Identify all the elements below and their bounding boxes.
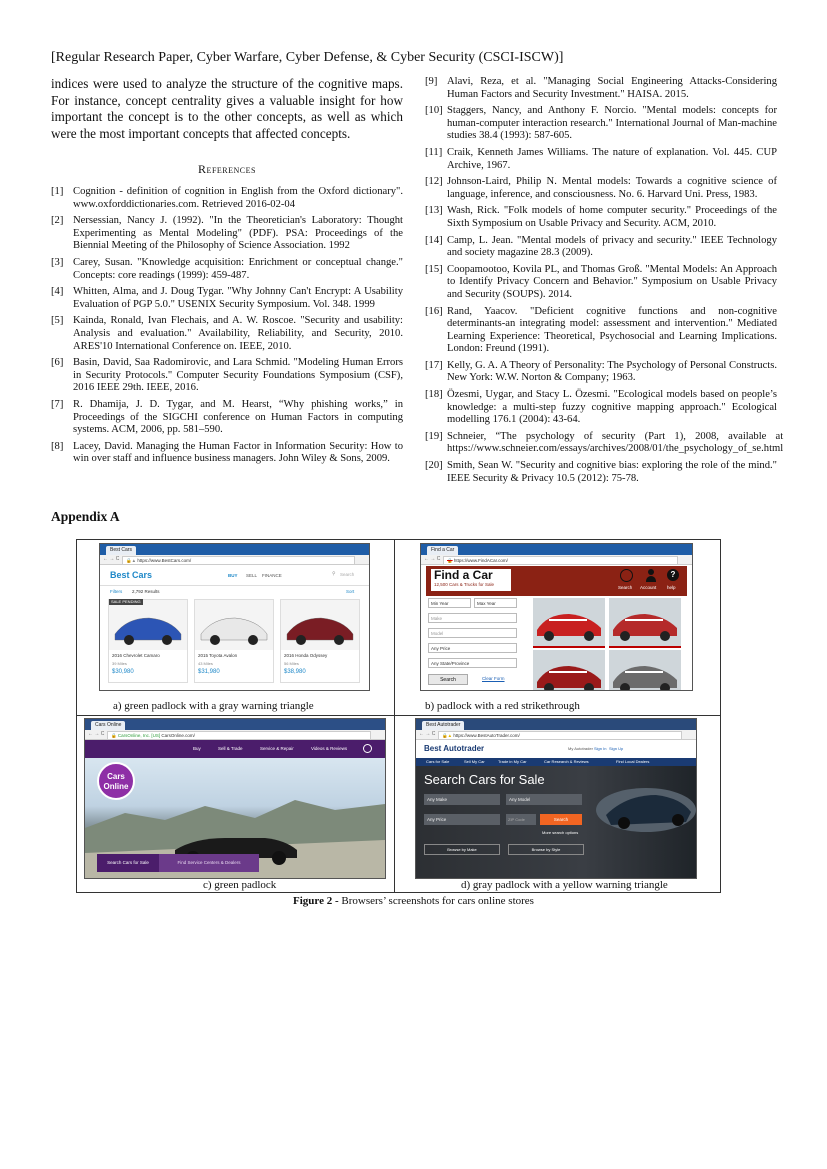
reference-text: Özesmi, Uygar, and Stacy L. Özesmi. "Ecological models based on people’s knowledge: a multi-step fuzzy cognitive mapping approach." Ecological modelling 176.1 (2004): 43-64. [447, 389, 777, 426]
reference-item [425, 430, 784, 456]
reference-number: [12] [425, 176, 443, 188]
reference-number: [10] [425, 105, 443, 117]
reference-number: [4] [51, 286, 64, 298]
search-icon[interactable] [620, 569, 633, 582]
results-count: 2,792 Results [132, 589, 160, 594]
struck-padlock-icon: 🔒 [447, 558, 453, 563]
reference-number: [19] [425, 430, 443, 442]
references-heading: References [198, 162, 256, 176]
reference-text: Nersessian, Nancy J. (1992). "In the Theoretician's Laboratory: Thought Experimenting as Mental Modeling" (PDF). PSA: Proceedings of the Biennial Meeting of the Philosophy of Science Association. 1992 [73, 215, 403, 252]
car-card[interactable] [194, 599, 274, 683]
figure-divider-horizontal [77, 715, 720, 716]
browser-tab[interactable]: Cars Online [91, 721, 125, 730]
reference-item [425, 105, 777, 143]
reference-item [51, 215, 403, 253]
url-bar[interactable]: 🔒▲ https://www.BestAutoTrader.com/ [438, 731, 682, 740]
reference-number: [17] [425, 359, 443, 371]
hero-car-image [586, 770, 696, 840]
nav-arrows-icon[interactable]: ← → C [103, 556, 120, 562]
reference-number: [2] [51, 215, 64, 227]
reference-item [425, 460, 777, 485]
reference-item [51, 286, 403, 311]
search-icon[interactable]: ⚲ [332, 571, 336, 577]
reference-number: [13] [425, 205, 443, 217]
site-logo[interactable]: Best Cars [110, 570, 153, 580]
zip-code-input[interactable]: ZIP Code [506, 814, 536, 825]
screenshot-best-cars [99, 543, 370, 691]
car-name: 2015 Toyota Avalon [198, 653, 238, 658]
search-link[interactable]: Search [618, 585, 633, 590]
form-field[interactable]: Min Year [428, 598, 471, 608]
reference-item [425, 235, 777, 260]
nav-sell[interactable]: SELL [246, 573, 258, 578]
browse-button[interactable]: Browse by Style [508, 844, 584, 855]
reference-number: [6] [51, 357, 64, 369]
form-field[interactable]: Any Price [424, 814, 500, 825]
reference-text: Kainda, Ronald, Ivan Flechais, and A. W. Roscoe. "Security and usability: Analysis and evaluation." Availability, Reliability, and Security, 2010. ARES'10 International Conference on. IEEE, 2010. [73, 315, 403, 352]
reference-number: [1] [51, 186, 64, 197]
right-column [425, 76, 784, 489]
reference-text: Lacey, David. Managing the Human Factor in Information Security: How to win over staff and influence business managers. John Wiley & Sons, 2009. [73, 440, 403, 465]
nav-sell-trade[interactable]: Sell & Trade [218, 746, 243, 751]
form-field[interactable]: Any Price [428, 643, 517, 653]
search-input[interactable]: Search [340, 572, 355, 577]
sign-up-link[interactable]: Sign Up [609, 746, 624, 751]
reference-item [51, 399, 403, 437]
form-field[interactable]: Any Model [506, 794, 582, 805]
warning-triangle-icon: ▲ [131, 558, 137, 563]
reference-number: [14] [425, 234, 443, 246]
reference-number: [9] [425, 76, 438, 87]
search-button[interactable]: Search [540, 814, 582, 825]
car-price: $30,980 [112, 669, 134, 675]
reference-number: [18] [425, 389, 443, 401]
reference-item [425, 264, 777, 302]
reference-number: [5] [51, 315, 64, 327]
reference-text: Whitten, Alma, and J. Doug Tygar. "Why Johnny Can't Encrypt: A Usability Evaluation of PGP 5.0." USENIX Security Symposium. Vol. 348. 1999 [73, 286, 403, 310]
car-card[interactable] [108, 599, 188, 683]
search-cars-button[interactable]: Search Cars for Sale [97, 854, 159, 872]
screenshot-best-autotrader [415, 718, 697, 879]
screenshot-cars-online [84, 718, 386, 879]
car-photo[interactable] [533, 598, 605, 648]
appendix-title: Appendix A [51, 509, 120, 524]
hero-headline: Search Cars for Sale [424, 772, 545, 787]
nav-item[interactable]: Sell My Car [464, 759, 485, 764]
nav-arrows-icon[interactable]: ← → C [419, 731, 436, 737]
reference-item [51, 315, 403, 353]
help-link[interactable]: help [667, 585, 676, 590]
car-card[interactable] [280, 599, 360, 683]
gray-padlock-icon: 🔒 [442, 733, 448, 738]
browser-tab[interactable]: Best Cars [106, 546, 136, 555]
car-photo-grid [533, 598, 685, 690]
car-price: $31,980 [198, 669, 220, 675]
reference-text: R. Dhamija, J. D. Tygar, and M. Hearst, “Why phishing works,” in Proceedings of the SIGCHI conference on Human Factors in computing systems. ACM, 2006, pp. 581–590. [73, 398, 403, 436]
reference-item [425, 176, 777, 201]
reference-text: Basin, David, Saa Radomirovic, and Lara Schmid. "Modeling Human Errors in Security Protocols." Computer Security Foundations Symposium (CSF), 2016 IEEE 29th. IEEE, 2016. [73, 357, 403, 394]
site-logo[interactable]: Best Autotrader [424, 744, 485, 753]
reference-number: [16] [425, 305, 443, 317]
car-photo[interactable] [281, 600, 359, 650]
reference-text: Rand, Yaacov. "Deficient cognitive functions and non-cognitive determinants-an integrating model: assessment and intervention." Mediated Learning Experience: Theoretical, Psychosocial and Learning Implications. London: Freund (1991). [447, 305, 777, 355]
sort-button[interactable]: Sort [346, 589, 355, 594]
nav-finance[interactable]: FINANCE [262, 573, 282, 578]
reference-item [425, 205, 777, 230]
car-miles: 43 Miles [198, 661, 213, 666]
reference-text: Smith, Sean W. "Security and cognitive bias: exploring the role of the mind." IEEE Security & Privacy 10.5 (2012): 75-78. [447, 460, 777, 484]
site-logo[interactable]: Find a Car [434, 568, 493, 582]
reference-item [425, 76, 777, 101]
car-photo[interactable] [609, 650, 681, 691]
site-header [426, 566, 687, 596]
references-list-left [51, 186, 403, 466]
account-icon[interactable] [645, 569, 656, 582]
nav-item[interactable]: Car Research & Reviews [544, 759, 589, 764]
reference-item [425, 389, 777, 427]
reference-number: [3] [51, 256, 64, 268]
site-nav-bar [416, 758, 696, 766]
screenshot-find-a-car [420, 543, 693, 691]
car-miles: 39 Miles [112, 661, 127, 666]
my-autotrader-link[interactable]: My Autotrader [568, 746, 593, 751]
form-field[interactable]: Make [428, 613, 517, 623]
car-photo[interactable] [609, 598, 681, 648]
hero-panel [416, 766, 696, 878]
form-field[interactable]: Any Make [424, 794, 500, 805]
running-header: [Regular Research Paper, Cyber Warfare, Cyber Defense, & Cyber Security (CSCI-ISCW)] [51, 50, 564, 65]
url-bar[interactable]: 🔒 CarsOnline, Inc. [US] CarsOnline.com/ [107, 731, 371, 740]
find-service-button[interactable]: Find Service Centers & Dealers [159, 854, 259, 872]
green-padlock-icon: 🔒 [126, 558, 132, 563]
reference-item [425, 306, 777, 356]
nav-videos-reviews[interactable]: Videos & Reviews [311, 746, 348, 751]
nav-item[interactable]: Trade in My Car [498, 759, 527, 764]
car-name: 2016 Honda Odyssey [284, 653, 328, 658]
reference-number: [7] [51, 398, 64, 410]
more-search-options-link[interactable]: More search options [542, 830, 579, 835]
reference-item [425, 147, 777, 172]
reference-number: [11] [425, 146, 443, 158]
nav-service-repair[interactable]: Service & Repair [260, 746, 294, 751]
clear-form-link[interactable]: Clear Form [482, 676, 505, 681]
user-icon[interactable] [363, 744, 372, 753]
figure-2 [76, 539, 721, 893]
reference-text: Wash, Rick. "Folk models of home computer security." Proceedings of the Sixth Symposium on Usable Privacy and Security. ACM, 2010. [447, 205, 777, 229]
figure-divider-vertical [394, 540, 395, 892]
nav-arrows-icon[interactable]: ← → C [88, 731, 105, 737]
sign-in-link[interactable]: Sign In [594, 746, 607, 751]
reference-item [51, 186, 403, 211]
nav-buy[interactable]: Buy [193, 746, 201, 751]
caption-b: b) padlock with a red strikethrough [425, 700, 580, 712]
reference-item [425, 360, 777, 385]
reference-text: Johnson-Laird, Philip N. Mental models: Towards a cognitive science of language, inference, and consciousness. No. 6. Harvard Uni. Press, 1983. [447, 176, 777, 200]
car-photo[interactable] [533, 650, 605, 691]
help-icon[interactable]: ? [667, 569, 679, 581]
reference-text: Schneier, “The psychology of security (Part 1), 2008, available at https://www.schneier.com/essays/archives/2008/01/the_psychology_of_se.html [447, 430, 784, 455]
reference-text: Camp, L. Jean. "Mental models of privacy and security." IEEE Technology and society magazine 28.3 (2009). [447, 234, 777, 259]
nav-item[interactable]: Find Local Dealers [616, 759, 650, 764]
reference-item [51, 357, 403, 395]
nav-buy[interactable]: BUY [228, 573, 238, 578]
form-field[interactable]: Model [428, 628, 517, 638]
nav-arrows-icon[interactable]: ← → C [424, 556, 441, 562]
car-price: $38,980 [284, 669, 306, 675]
reference-number: [8] [51, 440, 64, 452]
car-miles: 56 Miles [284, 661, 299, 666]
site-nav-bar [85, 740, 385, 758]
intro-paragraph: indices were used to analyze the structure of the cognitive maps. For instance, concept centrality gives a valuable insight for how important the concept is to the other concepts, as well as which were the most important concepts that affected concepts. [51, 76, 403, 141]
sale-pending-badge: SALE PENDING [111, 599, 141, 604]
reference-item [51, 257, 403, 282]
green-padlock-icon: 🔒 [111, 733, 117, 738]
figure-caption: Figure 2 - Browsers’ screenshots for cars online stores [293, 895, 534, 907]
browse-button[interactable]: Browse by Make [424, 844, 500, 855]
warning-triangle-icon: ▲ [447, 733, 453, 738]
reference-text: Kelly, G. A. A Theory of Personality: The Psychology of Personal Constructs. New York: W.W. Norton & Company; 1963. [447, 359, 777, 384]
tagline: 12,500 Cars & Trucks for Sale [434, 582, 495, 587]
reference-text: Cognition - definition of cognition in English from the Oxford dictionary". www.oxforddictionaries.com. Retrieved 2016-02-04 [73, 186, 403, 210]
browser-tab[interactable]: Find a Car [427, 546, 458, 555]
reference-number: [15] [425, 263, 443, 275]
search-button[interactable]: Search [428, 674, 468, 685]
form-field[interactable]: Max Year [474, 598, 517, 608]
url-bar[interactable]: 🔒▲ https://www.BestCars.com/ [122, 556, 355, 565]
references-list-right [425, 76, 784, 485]
reference-text: Staggers, Nancy, and Anthony F. Norcio. "Mental models: concepts for human-computer interaction research." International Journal of Man-machine studies 38.4 (1993): 587-605. [447, 105, 777, 142]
browser-tab[interactable]: Best Autotrader [422, 721, 464, 730]
reference-text: Coopamootoo, Kovila PL, and Thomas Groß. "Mental Models: An Approach to Identify Privacy Concern and Behavior." Symposium on Usable Privacy and Security (SOUPS). 2014. [447, 263, 777, 300]
reference-text: Alavi, Reza, et al. "Managing Social Engineering Attacks-Considering Human Factors and Security Investment." HAISA. 2015. [447, 76, 777, 100]
filters-button[interactable]: Filters [110, 589, 123, 594]
caption-c: c) green padlock [203, 879, 277, 891]
site-logo[interactable]: Cars Online [97, 762, 135, 800]
reference-text: Craik, Kenneth James Williams. The nature of explanation. Vol. 445. CUP Archive, 1967. [447, 146, 777, 171]
form-field[interactable]: Any State/Province [428, 658, 517, 668]
url-bar[interactable]: 🔒 https://www.FindACar.com/ [443, 556, 678, 565]
reference-item [51, 441, 403, 466]
reference-text: Carey, Susan. "Knowledge acquisition: Enrichment or conceptual change." Concepts: core readings (1999): 459-487. [73, 256, 403, 281]
caption-a: a) green padlock with a gray warning triangle [113, 700, 314, 712]
caption-d: d) gray padlock with a yellow warning triangle [461, 879, 668, 891]
hero-image [85, 758, 385, 878]
car-photo[interactable] [109, 600, 187, 650]
car-name: 2016 Chevrolet Camaro [112, 653, 160, 658]
account-link[interactable]: Account [640, 585, 657, 590]
left-column [51, 76, 403, 470]
reference-number: [20] [425, 460, 443, 472]
nav-item[interactable]: Cars for Sale [426, 759, 450, 764]
car-photo[interactable] [195, 600, 273, 650]
